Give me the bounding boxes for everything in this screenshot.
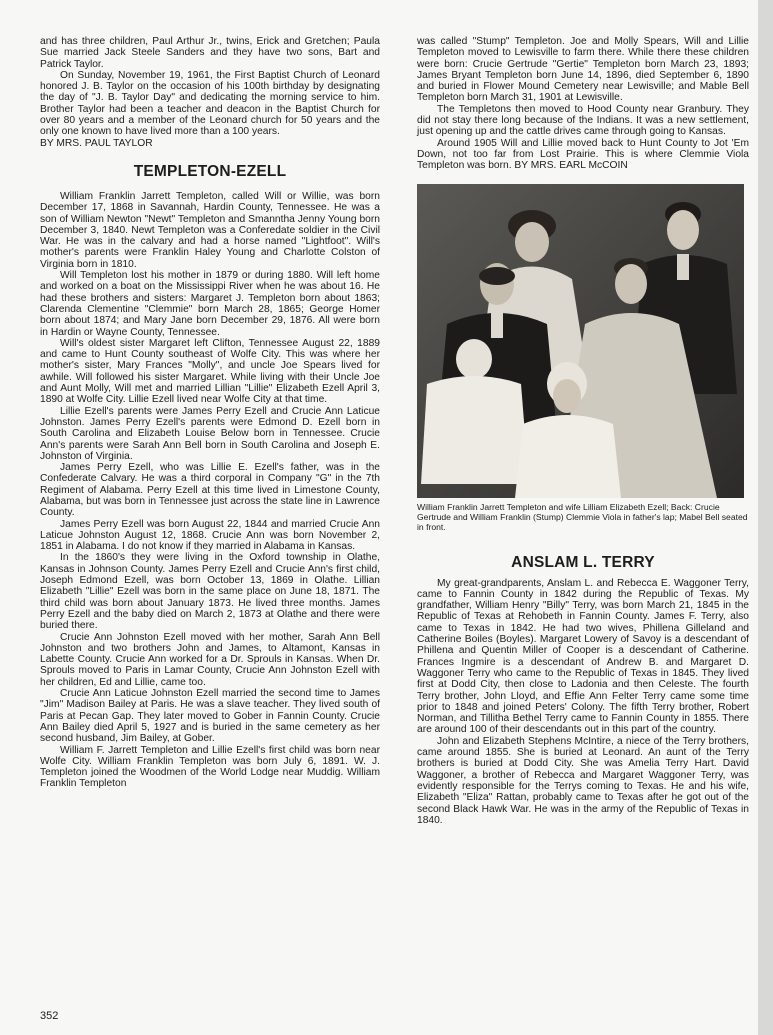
section-heading-anslam-terry: ANSLAM L. TERRY bbox=[511, 553, 655, 571]
body-paragraph: Crucie Ann Johnston Ezell moved with her mother, Sarah Ann Bell Johnston and two brothers John and James, to Altamont, Kansas in Labette County. Crucie Ann worked for a Dr. Sprouls in Kansas. When Dr. Sprouls moved to Paris in Lamar County, Crucie Ann Johnston Ezell with her children, Ed and Lillie, came too. bbox=[40, 631, 380, 688]
intro-paragraph: On Sunday, November 19, 1961, the First Baptist Church of Leonard honored J. B. Taylor on the occasion of his 100th birthday by designating the day of "J. B. Taylor Day" and dedicating the morning service to him. Brother Taylor had been a teacher and deacon in the Baptist Church for over 80 years and a member of the Leonard church for 50 years and the only one known to have lived more than a 100 years. bbox=[40, 69, 380, 138]
body-paragraph: My great-grandparents, Anslam L. and Rebecca E. Waggoner Terry, came to Fannin County in 1842 during the Republic of Texas. My grandfather, William Henry "Billy" Terry, was born March 21, 1845 in the Republic of Texas at Rehobeth in Fannin County. James F. Terry, also came to Texas in 1842. He had two wives, Phillena Gilleland and Catherine Boiles (Boyles). Margaret Lowery of Savoy is a descendant of Phillena and Quentin Miller of Cooper is a descendant of Catherine. Frances Ingmire is a descendant of Andrew B. and Margaret D. Waggoner Terry who came to the Republic of Texas in 1845. They lived first at Dodd City, then close to Ladonia and then Celeste. The fourth Terry brother, John Lloyd, and Effie Ann Felter Terry came some time prior to 1848 and joined Peters' Colony. The fifth Terry brother, Robert Norman, and Tillitha Bethel Terry came to Fannin County in 1855. There are around 100 of their descendants out in this part of the country. bbox=[417, 577, 749, 736]
body-paragraph: John and Elizabeth Stephens McIntire, a niece of the Terry brothers, came around 1855. She is buried at Leonard. An aunt of the Terry brothers is buried at Dodd City. She was Amelia Terry Hart. David Waggoner, a brother of Rebecca and Margaret Waggoner Terry, was evidently responsible for the Terrys coming to Texas. He and his wife, Elizabeth "Eliza" Rattan, probably came to Texas after he got out of the second Black Hawk War. He was in the army of the Republic of Texas in 1840. bbox=[417, 735, 749, 826]
page-edge-shadow bbox=[758, 0, 773, 1035]
left-column bbox=[40, 36, 380, 790]
body-paragraph: In the 1860's they were living in the Oxford township in Olathe, Kansas in Johnson County. James Perry Ezell and Crucie Ann's first child, Joseph Edmond Ezell, was born October 13, 1869 in Olathe. Lillian Elizabeth "Lillie" Ezell was born in the same place on June 18, 1871. The third child was born about January 1873. He lived three months. James Perry Ezell and the baby died on March 2, 1873 at Olathe and there were buried there. bbox=[40, 552, 380, 632]
body-paragraph: William F. Jarrett Templeton and Lillie Ezell's first child was born near Wolfe City. William Franklin Templeton was born July 6, 1891. W. J. Templeton joined the Woodmen of the World Lodge near Muddig. William Franklin Templeton bbox=[40, 744, 380, 790]
family-photograph-image bbox=[417, 184, 744, 498]
intro-paragraph: and has three children, Paul Arthur Jr., twins, Erick and Gretchen; Paula Sue married Jack Steele Sanders and they have two sons, Bart and Patrick Taylor. bbox=[40, 36, 380, 70]
body-paragraph: Will Templeton lost his mother in 1879 or during 1880. Will left home and worked on a boat on the Mississippi River when he was about 16. He had these brothers and sisters: Margaret J. Templeton born about 1863; Clarenda Clementine "Clemmie" born March 28, 1865; George Homer born about 1874; and Mary Jane born December 29, 1876. All were born in Hardin or Wayne County, Tennessee. bbox=[40, 270, 380, 338]
body-paragraph: was called "Stump" Templeton. Joe and Molly Spears, Will and Lillie Templeton moved to Lewisville to farm there. While there these children were born: Crucie Gertrude "Gertie" Templeton born March 23, 1893; James Bryant Templeton born June 14, 1896, died September 6, 1890 and buried in Flower Mound Cemetery near Lewisville; and Mable Bell Templeton born March 31, 1901 at Lewisville. bbox=[417, 36, 749, 104]
byline: BY MRS. PAUL TAYLOR bbox=[40, 137, 153, 149]
photo-caption: William Franklin Jarrett Templeton and wife Lilliam Elizabeth Ezell; Back: Crucie Gertrude and William Franklin (Stump) Clemmie Viola in father's lap; Mabel Bell seated in front. bbox=[417, 501, 748, 532]
body-paragraph: William Franklin Jarrett Templeton, called Will or Willie, was born December 17, 1868 in Savannah, Hardin County, Tennessee. He was a son of William Newton "Newt" Templeton and Smanntha Jenny Young born December 3, 1840. Newt Templeton was a Conferedate soldier in the Civil War. He was in the calvary and had a horse named "Lightfoot". Will's mother's parents were Franklin Haley Young and Charlotte Colston of Virginia born in 1810. bbox=[40, 190, 380, 270]
family-photograph bbox=[417, 184, 744, 498]
body-paragraph: Lillie Ezell's parents were James Perry Ezell and Crucie Ann Laticue Johnston. James Perry Ezell's parents were Edmond D. Ezell born in South Carolina and Elizabeth Louise Below born in Tennessee. Crucie Ann's parents were Sarah Ann Bell born in South Carolina and Joseph E. Johnston of Virginia. bbox=[40, 405, 380, 462]
page-number: 352 bbox=[40, 1010, 59, 1022]
body-paragraph: The Templetons then moved to Hood County near Granbury. They did not stay there long because of the Indians. It was a new settlement, just opening up and the cattle drives came through going to Kansas. bbox=[417, 103, 749, 138]
section-heading-templeton-ezell: TEMPLETON-EZELL bbox=[133, 162, 287, 180]
right-column bbox=[417, 36, 749, 826]
body-paragraph: Around 1905 Will and Lillie moved back to Hunt County to Jot 'Em Down, not too far from Lost Prairie. This is where Clemmie Viola Templeton was born. BY MRS. EARL McCOIN bbox=[417, 137, 749, 172]
body-paragraph: Will's oldest sister Margaret left Clifton, Tennessee August 22, 1889 and came to Hunt County southeast of Wolfe City. This was where her mother's sister, Mary Frances "Molly", and uncle Joe Spears lived for awhile. Will followed his sister Margaret. While living with their Uncle Joe and Aunt Molly, Will met and married Lillian "Lillie" Elizabeth Ezell April 3, 1890 at Wolfe City. Lillie Ezell lived near Wolfe City at that time. bbox=[40, 337, 380, 406]
body-paragraph: James Perry Ezell was born August 22, 1844 and married Crucie Ann Laticue Johnston August 12, 1868. Crucie Ann was born November 2, 1851 in Alabama. I do not know if they married in Alabama in Kansas. bbox=[40, 518, 380, 553]
body-paragraph: James Perry Ezell, who was Lillie E. Ezell's father, was in the Confederate Calvary. He was a third corporal in Company "G" in the 7th Regiment of Alabama. Perry Ezell at this time lived in Limestone County, Alabama, but was born in Tennessee just across the state line in Lawrence County. bbox=[40, 462, 380, 519]
body-paragraph: Crucie Ann Laticue Johnston Ezell married the second time to James "Jim" Madison Bailey at Paris. He was a slave teacher. They lived south of Paris at Pecan Gap. They later moved to Gober in Fannin County. Crucie Ann Bailey died April 5, 1927 and is buried in the same cemetery as her second husband, Jim Bailey, at Gober. bbox=[40, 688, 380, 745]
